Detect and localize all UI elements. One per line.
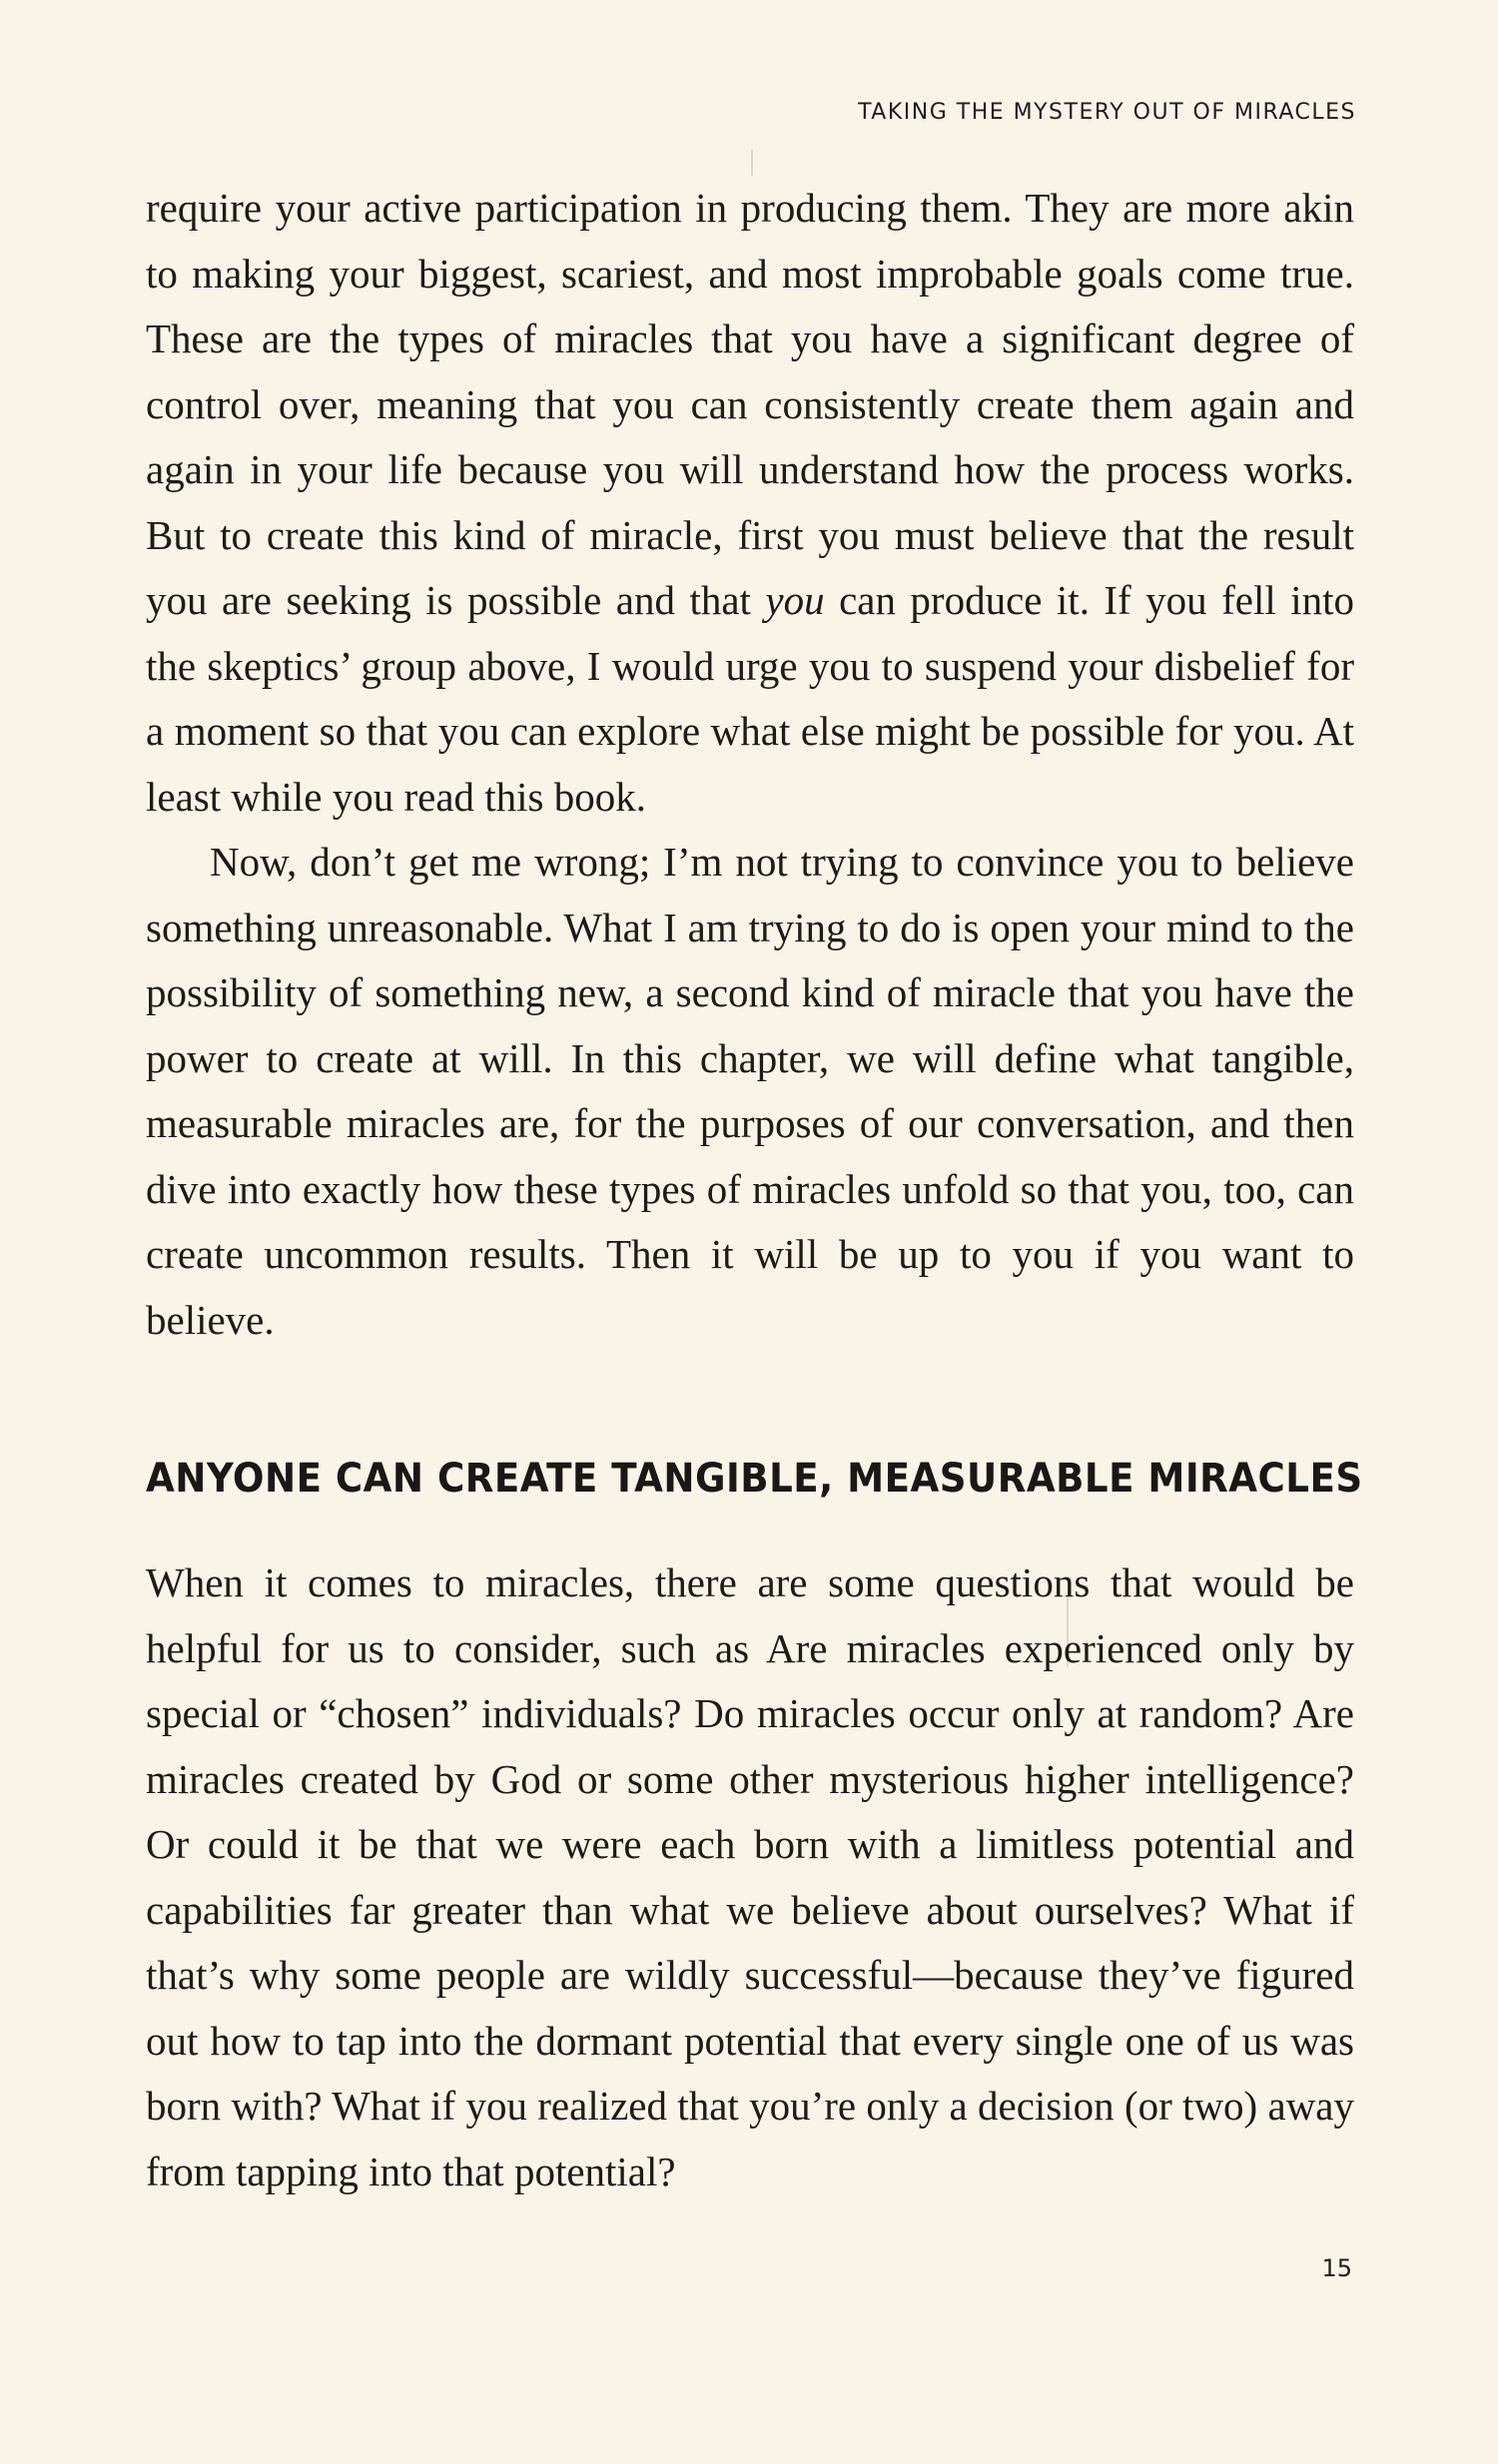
running-header: TAKING THE MYSTERY OUT OF MIRACLES (858, 100, 1356, 125)
page-number: 15 (1321, 2254, 1352, 2282)
emphasis-you: you (765, 577, 825, 623)
scan-artifact (751, 150, 753, 176)
paragraph-2: Now, don’t get me wrong; I’m not trying to convince you to believe something unreasonable. What I am trying to do is open your mind to the possibility of something new, a second kind of miracle that you have the power to create at will. In this chapter, we will define what tangible, measurable miracles are, for the purposes of our conversation, and then dive into exactly how these types of miracles unfold so that you, too, can create uncommon results. Then it will be up to you if you want to believe. (146, 839, 1354, 1343)
body-text-upper (146, 176, 1354, 1353)
paragraph-1-text: require your active participation in producing them. They are more akin to making your biggest, scariest, and most improbable goals come true. These are the types of miracles that you have a significant degree of control over, meaning that you can consistently create them again and again in your life because you will understand how the process works. But to create this kind of miracle, first you must believe that the result you are seeking is possible and that (146, 185, 1354, 623)
paragraph-3: When it comes to miracles, there are some questions that would be helpful for us to consider, such as Are miracles experienced only by special or “chosen” individuals? Do miracles occur only at random? Are miracles created by God or some other mysterious higher intelligence? Or could it be that we were each born with a limitless potential and capabilities far greater than what we believe about ourselves? What if that’s why some people are wildly successful—because they’ve figured out how to tap into the dormant potential that every single one of us was born with? What if you realized that you’re only a decision (or two) away from tapping into that potential? (146, 1559, 1354, 2194)
paragraph-1 (146, 176, 1354, 830)
section-heading: ANYONE CAN CREATE TANGIBLE, MEASURABLE MIRACLES (146, 1456, 1363, 1502)
body-text-lower (146, 1550, 1354, 2204)
paragraph-1-text-end: can produce it. If you fell into the skeptics’ group above, I would urge you to suspend your disbelief for a moment so that you can explore what else might be possible for you. At least while you read this book. (146, 577, 1354, 820)
